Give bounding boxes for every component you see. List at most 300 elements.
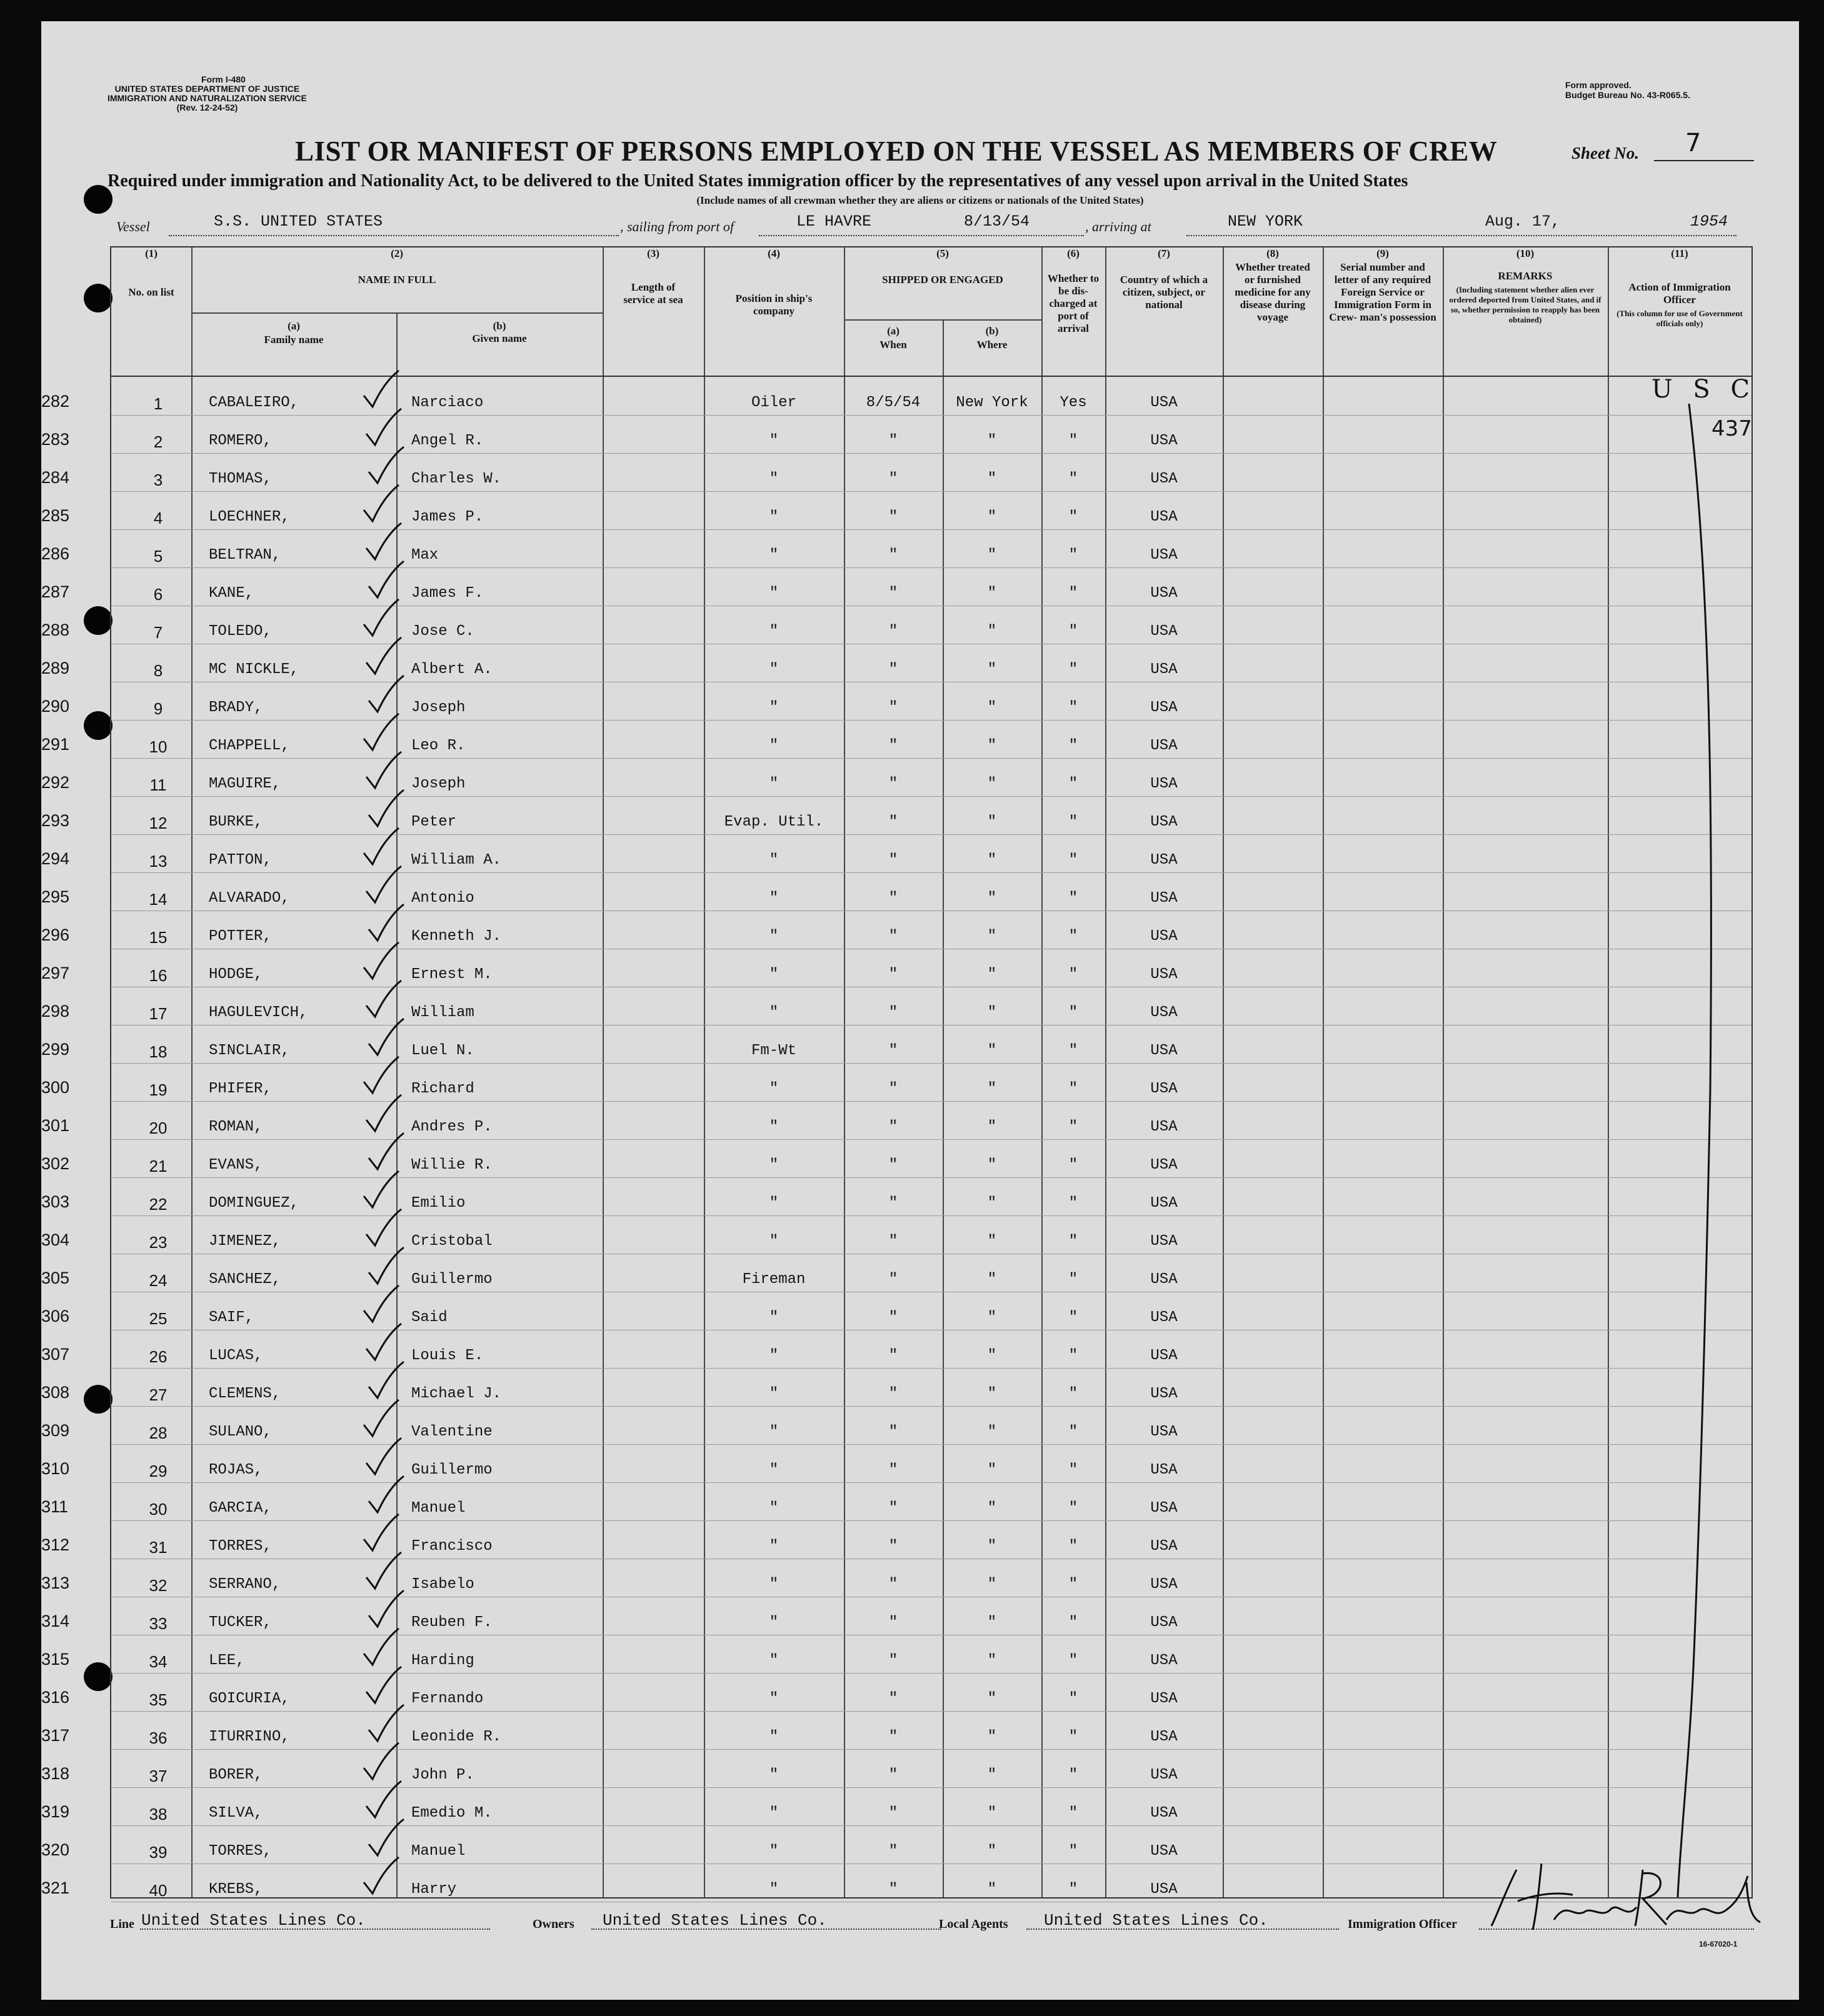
serial-number: 285 xyxy=(41,506,70,525)
family-name: LUCAS, xyxy=(209,1347,263,1364)
given-name: Ernest M. xyxy=(411,966,493,983)
country: USA xyxy=(1150,394,1178,411)
table-row xyxy=(41,453,1751,492)
row-number: 16 xyxy=(149,966,168,985)
country: USA xyxy=(1150,661,1178,678)
check-mark-icon xyxy=(363,749,406,793)
shipped-where: " xyxy=(987,471,997,487)
table-row xyxy=(41,1368,1751,1407)
shipped-when: " xyxy=(888,471,898,487)
position: " xyxy=(769,1424,779,1440)
given-name: Guillermo xyxy=(411,1271,493,1288)
serial-number: 310 xyxy=(41,1459,70,1478)
check-mark-icon xyxy=(360,1397,404,1441)
check-mark-icon xyxy=(363,1550,406,1594)
serial-number: 304 xyxy=(41,1230,70,1249)
given-name: Charles W. xyxy=(411,471,502,487)
position: " xyxy=(769,1080,779,1097)
col5b-header: Where xyxy=(976,339,1008,351)
punch-hole xyxy=(84,1662,113,1691)
country: USA xyxy=(1150,1690,1178,1707)
table-row xyxy=(41,1673,1751,1712)
given-name: Fernando xyxy=(411,1690,484,1707)
discharge: " xyxy=(1068,814,1078,831)
agents-value: United States Lines Co. xyxy=(1044,1911,1268,1930)
family-name: KREBS, xyxy=(209,1881,263,1898)
family-name: JIMENEZ, xyxy=(209,1233,281,1250)
family-name: TUCKER, xyxy=(209,1614,272,1631)
family-name: KANE, xyxy=(209,585,254,602)
family-name: ROJAS, xyxy=(209,1462,263,1479)
shipped-where: " xyxy=(987,928,997,945)
family-name: BURKE, xyxy=(209,814,263,831)
serial-number: 297 xyxy=(41,964,70,982)
country: USA xyxy=(1150,1805,1178,1822)
country: USA xyxy=(1150,1614,1178,1631)
arrival-date: Aug. 17, xyxy=(1485,212,1561,231)
col2-header: NAME IN FULL xyxy=(358,274,436,286)
country: USA xyxy=(1150,1538,1178,1555)
given-name: John P. xyxy=(411,1767,474,1784)
country: USA xyxy=(1150,1843,1178,1860)
row-number: 28 xyxy=(149,1424,168,1442)
shipped-where: " xyxy=(987,1233,997,1250)
check-mark-icon xyxy=(363,635,406,679)
family-name: GARCIA, xyxy=(209,1500,272,1517)
discharge: " xyxy=(1068,1119,1078,1135)
family-name: HODGE, xyxy=(209,966,263,983)
position: " xyxy=(769,1462,779,1479)
given-name: Joseph xyxy=(411,776,466,792)
serial-number: 312 xyxy=(41,1535,70,1554)
position: " xyxy=(769,1729,779,1745)
position: " xyxy=(769,661,779,678)
shipped-when: " xyxy=(888,966,898,983)
discharge: " xyxy=(1068,1729,1078,1745)
discharge: " xyxy=(1068,1843,1078,1860)
sailing-label: , sailing from port of xyxy=(620,219,734,234)
shipped-where: " xyxy=(987,1729,997,1745)
given-name: Emilio xyxy=(411,1195,466,1212)
family-name: ROMERO, xyxy=(209,432,272,449)
departure-port: LE HAVRE xyxy=(796,212,872,231)
table-row xyxy=(41,1635,1751,1674)
check-mark-icon xyxy=(363,1207,406,1250)
family-name: SILVA, xyxy=(209,1805,263,1822)
discharge: " xyxy=(1068,852,1078,869)
shipped-when: " xyxy=(888,1347,898,1364)
family-name: DOMINGUEZ, xyxy=(209,1195,299,1212)
shipped-when: " xyxy=(888,699,898,716)
table-row xyxy=(41,1559,1751,1597)
position: " xyxy=(769,1157,779,1174)
country: USA xyxy=(1150,1233,1178,1250)
include-note: (Include names of all crewman whether they are aliens or citizens or nationals of the United States) xyxy=(696,194,1144,206)
row-number: 18 xyxy=(149,1042,168,1061)
shipped-where: " xyxy=(987,509,997,526)
row-number: 3 xyxy=(153,471,163,489)
serial-number: 306 xyxy=(41,1307,70,1325)
row-number: 25 xyxy=(149,1309,168,1328)
given-name: Andres P. xyxy=(411,1119,493,1135)
shipped-where: " xyxy=(987,1385,997,1402)
shipped-when: " xyxy=(888,1385,898,1402)
col2a-header: Family name xyxy=(264,334,324,346)
shipped-when: " xyxy=(888,509,898,526)
given-name: Emedio M. xyxy=(411,1805,493,1822)
family-name: POTTER, xyxy=(209,928,272,945)
family-name: BRADY, xyxy=(209,699,263,716)
vessel-name: S.S. UNITED STATES xyxy=(214,212,383,231)
position: " xyxy=(769,699,779,716)
col9-header: Serial number and letter of any required Foreign Service or Immigration Form in Crew- man's possession xyxy=(1329,261,1436,323)
table-row xyxy=(41,1215,1751,1254)
family-name: CLEMENS, xyxy=(209,1385,281,1402)
row-number: 24 xyxy=(149,1271,168,1290)
given-name: Max xyxy=(411,547,439,564)
given-name: James F. xyxy=(411,585,484,602)
family-name: GOICURIA, xyxy=(209,1690,290,1707)
page-title: LIST OR MANIFEST OF PERSONS EMPLOYED ON THE VESSEL AS MEMBERS OF CREW xyxy=(295,136,1498,167)
position: " xyxy=(769,1195,779,1212)
col10-note: (Including statement whether alien ever ordered deported from United States, and if so, whether permission to reapply has been obtained) xyxy=(1449,285,1601,324)
shipped-where: " xyxy=(987,1538,997,1555)
shipped-when: " xyxy=(888,1881,898,1898)
family-name: TORRES, xyxy=(209,1843,272,1860)
table-row xyxy=(41,377,1751,416)
given-name: James P. xyxy=(411,509,484,526)
position: " xyxy=(769,547,779,564)
shipped-when: " xyxy=(888,852,898,869)
port-line xyxy=(759,235,1084,236)
table-row xyxy=(41,758,1751,797)
department: UNITED STATES DEPARTMENT OF JUSTICE xyxy=(114,84,300,94)
serial-number: 313 xyxy=(41,1574,70,1592)
check-mark-icon xyxy=(360,368,404,412)
budget-bureau: Budget Bureau No. 43-R065.5. xyxy=(1565,90,1690,100)
serial-number: 319 xyxy=(41,1802,70,1821)
table-row xyxy=(41,606,1751,644)
position: " xyxy=(769,852,779,869)
col4-num: (4) xyxy=(768,247,780,259)
family-name: HAGULEVICH, xyxy=(209,1004,308,1021)
discharge: " xyxy=(1068,1424,1078,1440)
shipped-where: " xyxy=(987,432,997,449)
serial-number: 282 xyxy=(41,392,70,411)
position: " xyxy=(769,966,779,983)
check-mark-icon xyxy=(365,1016,409,1060)
country: USA xyxy=(1150,1080,1178,1097)
col3-header: Length of service at sea xyxy=(623,281,683,306)
discharge: Yes xyxy=(1060,394,1087,411)
table-row xyxy=(41,720,1751,759)
family-name: PATTON, xyxy=(209,852,272,869)
table-row xyxy=(41,1711,1751,1750)
check-mark-icon xyxy=(363,1321,406,1365)
shipped-when: " xyxy=(888,432,898,449)
col10-header: REMARKS xyxy=(1498,270,1553,282)
serial-number: 318 xyxy=(41,1764,70,1783)
arrival-port: NEW YORK xyxy=(1228,212,1303,231)
service: IMMIGRATION AND NATURALIZATION SERVICE xyxy=(108,93,307,103)
shipped-where: " xyxy=(987,890,997,907)
shipped-when: " xyxy=(888,1157,898,1174)
shipped-when: " xyxy=(888,1042,898,1059)
col11-header: Action of Immigration Officer xyxy=(1628,281,1731,306)
shipped-when: " xyxy=(888,1538,898,1555)
given-name: Manuel xyxy=(411,1843,466,1860)
row-number: 13 xyxy=(149,852,168,871)
table-row xyxy=(41,1139,1751,1178)
position: " xyxy=(769,1843,779,1860)
discharge: " xyxy=(1068,1347,1078,1364)
usc-annotation: U S C xyxy=(1651,375,1756,404)
serial-number: 287 xyxy=(41,582,70,601)
country: USA xyxy=(1150,1157,1178,1174)
family-name: ALVARADO, xyxy=(209,890,290,907)
table-row xyxy=(41,796,1751,835)
position: " xyxy=(769,1690,779,1707)
table-row xyxy=(41,1101,1751,1140)
position: " xyxy=(769,585,779,602)
row-number: 22 xyxy=(149,1195,168,1214)
serial-number: 288 xyxy=(41,621,70,639)
col6-num: (6) xyxy=(1067,247,1080,259)
family-name: ROMAN, xyxy=(209,1119,263,1135)
shipped-when: " xyxy=(888,1729,898,1745)
check-mark-icon xyxy=(365,1359,409,1403)
line-value: United States Lines Co. xyxy=(141,1911,366,1930)
serial-number: 283 xyxy=(41,430,70,449)
position: " xyxy=(769,1652,779,1669)
check-mark-icon xyxy=(365,559,409,602)
serial-number: 317 xyxy=(41,1726,70,1745)
serial-number: 299 xyxy=(41,1040,70,1059)
shipped-where: " xyxy=(987,1462,997,1479)
officer-label: Immigration Officer xyxy=(1348,1917,1457,1931)
check-mark-icon xyxy=(365,787,409,831)
family-name: TOLEDO, xyxy=(209,623,272,640)
row-number: 37 xyxy=(149,1767,168,1785)
shipped-where: " xyxy=(987,814,997,831)
family-name: PHIFER, xyxy=(209,1080,272,1097)
check-mark-icon xyxy=(365,902,409,946)
given-name: William xyxy=(411,1004,474,1021)
country: USA xyxy=(1150,1119,1178,1135)
check-mark-icon xyxy=(365,444,409,488)
shipped-when: " xyxy=(888,1004,898,1021)
shipped-where: " xyxy=(987,1195,997,1212)
discharge: " xyxy=(1068,1538,1078,1555)
serial-number: 320 xyxy=(41,1840,70,1859)
shipped-when: " xyxy=(888,1309,898,1326)
shipped-where: " xyxy=(987,852,997,869)
row-number: 39 xyxy=(149,1843,168,1862)
given-name: Harding xyxy=(411,1652,474,1669)
position: " xyxy=(769,1767,779,1784)
position: Fireman xyxy=(742,1271,806,1288)
table-row xyxy=(41,949,1751,987)
crew-table xyxy=(41,246,1756,1900)
check-mark-icon xyxy=(363,1779,406,1822)
row-number: 8 xyxy=(153,661,163,680)
col5a-letter: (a) xyxy=(887,325,899,337)
col6-header: Whether to be dis- charged at port of arrival xyxy=(1047,272,1100,334)
shipped-where: " xyxy=(987,1347,997,1364)
check-mark-icon xyxy=(363,521,406,564)
given-name: Narciaco xyxy=(411,394,484,411)
shipped-when: " xyxy=(888,1805,898,1822)
family-name: BORER, xyxy=(209,1767,263,1784)
col11-num: (11) xyxy=(1671,247,1688,259)
country: USA xyxy=(1150,966,1178,983)
country: USA xyxy=(1150,737,1178,754)
shipped-when: " xyxy=(888,1233,898,1250)
discharge: " xyxy=(1068,1767,1078,1784)
table-row xyxy=(41,1063,1751,1102)
position: " xyxy=(769,1576,779,1593)
row-number: 36 xyxy=(149,1729,168,1747)
col5-header: SHIPPED OR ENGAGED xyxy=(882,274,1003,286)
col9-num: (9) xyxy=(1376,247,1389,259)
shipped-where: " xyxy=(987,1424,997,1440)
discharge: " xyxy=(1068,699,1078,716)
col5b-letter: (b) xyxy=(985,325,999,337)
shipped-when: " xyxy=(888,1652,898,1669)
row-number: 38 xyxy=(149,1805,168,1824)
discharge: " xyxy=(1068,890,1078,907)
check-mark-icon xyxy=(365,1702,409,1746)
check-mark-icon xyxy=(365,1474,409,1517)
col2b-header: Given name xyxy=(472,332,527,344)
punch-hole xyxy=(84,711,113,740)
line-label: Line xyxy=(110,1917,134,1931)
position: " xyxy=(769,737,779,754)
table-row xyxy=(41,1520,1751,1559)
row-number: 29 xyxy=(149,1462,168,1480)
shipped-when: " xyxy=(888,928,898,945)
serial-number: 294 xyxy=(41,849,70,868)
discharge: " xyxy=(1068,1805,1078,1822)
table-row xyxy=(41,1787,1751,1826)
manifest-sheet xyxy=(41,21,1799,2000)
table-row xyxy=(41,834,1751,873)
row-number: 33 xyxy=(149,1614,168,1633)
serial-number: 303 xyxy=(41,1192,70,1211)
discharge: " xyxy=(1068,471,1078,487)
check-mark-icon xyxy=(363,864,406,907)
serial-number: 292 xyxy=(41,773,70,792)
check-mark-icon xyxy=(360,1512,404,1555)
given-name: Antonio xyxy=(411,890,474,907)
shipped-where: " xyxy=(987,1805,997,1822)
row-number: 34 xyxy=(149,1652,168,1671)
owners-label: Owners xyxy=(533,1917,574,1931)
shipped-when: 8/5/54 xyxy=(866,394,921,411)
serial-number: 315 xyxy=(41,1650,70,1669)
row-number: 10 xyxy=(149,737,168,756)
shipped-where: " xyxy=(987,1500,997,1517)
discharge: " xyxy=(1068,1690,1078,1707)
row-number: 15 xyxy=(149,928,168,947)
discharge: " xyxy=(1068,585,1078,602)
col11-note: (This column for use of Government officials only) xyxy=(1616,309,1743,328)
shipped-where: " xyxy=(987,1080,997,1097)
row-number: 30 xyxy=(149,1500,168,1519)
serial-number: 298 xyxy=(41,1002,70,1020)
given-name: Isabelo xyxy=(411,1576,474,1593)
vessel-line xyxy=(169,235,619,236)
agents-label: Local Agents xyxy=(939,1917,1008,1931)
given-name: Angel R. xyxy=(411,432,484,449)
given-name: Reuben F. xyxy=(411,1614,493,1631)
check-mark-icon xyxy=(360,1740,404,1784)
country: USA xyxy=(1150,852,1178,869)
discharge: " xyxy=(1068,432,1078,449)
shipped-when: " xyxy=(888,1195,898,1212)
family-name: SULANO, xyxy=(209,1424,272,1440)
check-mark-icon xyxy=(360,1283,404,1327)
check-mark-icon xyxy=(360,1169,404,1212)
discharge: " xyxy=(1068,1385,1078,1402)
position: " xyxy=(769,776,779,792)
given-name: William A. xyxy=(411,852,502,869)
col10-num: (10) xyxy=(1516,247,1535,259)
check-mark-icon xyxy=(360,711,404,755)
discharge: " xyxy=(1068,1042,1078,1059)
arriving-label: , arriving at xyxy=(1085,219,1151,234)
table-row xyxy=(41,1254,1751,1292)
table-row xyxy=(41,1406,1751,1445)
shipped-where: " xyxy=(987,1843,997,1860)
shipped-when: " xyxy=(888,814,898,831)
given-name: Valentine xyxy=(411,1424,493,1440)
position: " xyxy=(769,928,779,945)
given-name: Luel N. xyxy=(411,1042,474,1059)
position: " xyxy=(769,1233,779,1250)
country: USA xyxy=(1150,1385,1178,1402)
shipped-when: " xyxy=(888,1462,898,1479)
row-number: 32 xyxy=(149,1576,168,1595)
family-name: CABALEIRO, xyxy=(209,394,299,411)
discharge: " xyxy=(1068,776,1078,792)
position: " xyxy=(769,890,779,907)
given-name: Cristobal xyxy=(411,1233,493,1250)
shipped-when: " xyxy=(888,547,898,564)
given-name: Leo R. xyxy=(411,737,466,754)
table-row xyxy=(41,1177,1751,1216)
discharge: " xyxy=(1068,509,1078,526)
row-number: 4 xyxy=(153,509,163,527)
check-mark-icon xyxy=(365,673,409,717)
table-row xyxy=(41,1749,1751,1788)
country: USA xyxy=(1150,509,1178,526)
revision: (Rev. 12-24-52) xyxy=(176,102,238,112)
given-name: Albert A. xyxy=(411,661,493,678)
col2-num: (2) xyxy=(391,247,403,259)
country: USA xyxy=(1150,432,1178,449)
row-number: 9 xyxy=(153,699,163,718)
col5-num: (5) xyxy=(936,247,949,259)
serial-number: 296 xyxy=(41,926,70,944)
serial-number: 316 xyxy=(41,1688,70,1707)
serial-number: 309 xyxy=(41,1421,70,1440)
form-approved: Form approved. xyxy=(1565,80,1631,90)
discharge: " xyxy=(1068,623,1078,640)
discharge: " xyxy=(1068,966,1078,983)
shipped-when: " xyxy=(888,1614,898,1631)
country: USA xyxy=(1150,776,1178,792)
